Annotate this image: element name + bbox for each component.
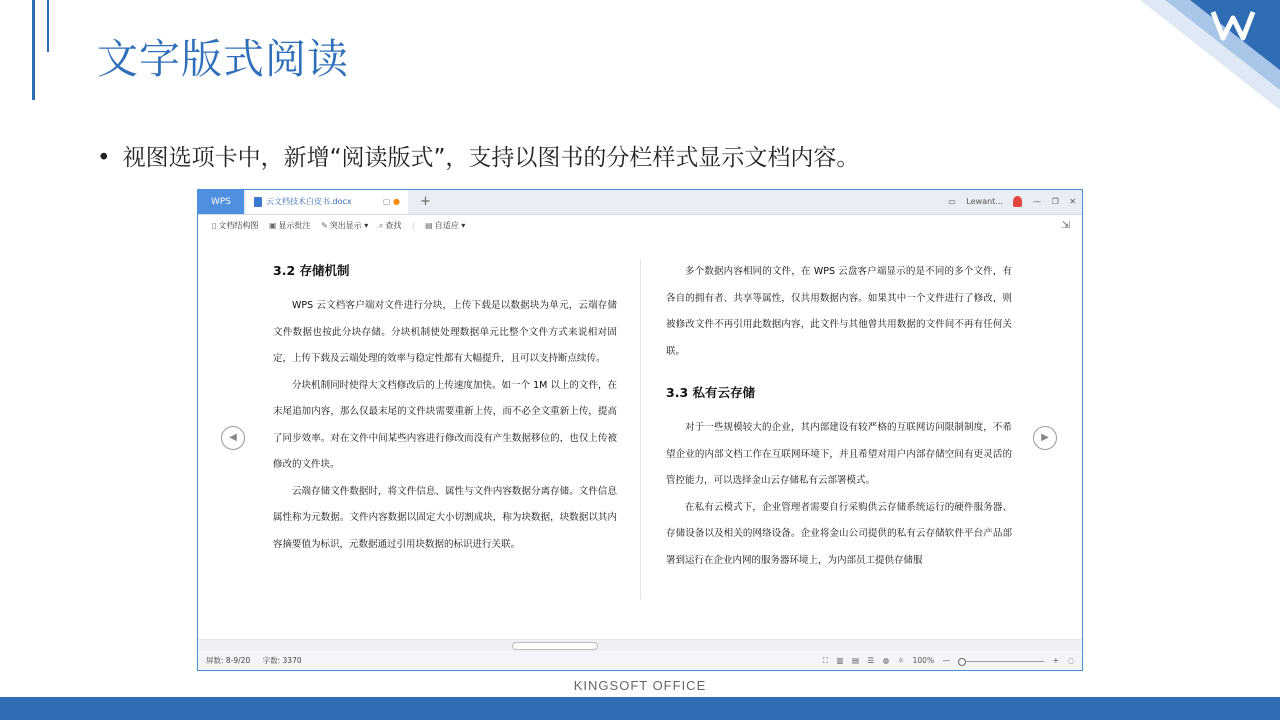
section-heading: 3.3 私有云存储 [666,385,755,400]
fit-window-icon[interactable]: ◌ [1067,656,1074,665]
bullet-dot: • [97,145,111,171]
status-bar [198,651,1082,670]
bullet-text: 视图选项卡中，新增“阅读版式”，支持以图书的分栏样式显示文档内容。 [122,145,860,171]
comments-button[interactable] [269,221,311,230]
paragraph: 多个数据内容相同的文件，在 WPS 云盘客户端显示的是不同的多个文件，有各自的拥有者、共享等属性，仅共用数据内容。如果其中一个文件进行了修改，则被修改文件不再引用此数据内容，此文件与其他曾共用数据的文件间不再有任何关联。 [666,266,1012,357]
zoom-in-button[interactable]: + [1052,656,1060,665]
comments-label: 显示批注 [278,221,311,230]
document-icon [254,197,262,207]
column-divider [640,259,641,599]
web-view-icon[interactable]: ◍ [882,656,890,665]
zoom-slider[interactable] [958,661,1044,662]
zoom-out-button[interactable]: — [942,656,950,665]
close-icon[interactable]: ✕ [1069,197,1076,206]
reading-toolbar [198,215,1082,238]
highlight-button[interactable]: ✎ 突出显示 ▾ [321,221,369,230]
paragraph: 分块机制同时使得大文档修改后的上传速度加快。如一个 1M 以上的文件，在末尾追加内容，那么仅最末尾的文件块需要重新上传，而不必全文重新上传，提高了同步效率。对在文件中间某些内容进行修改而没有产生数据移位的，也仅上传被修改的文件块。 [273,379,617,470]
window-controls [940,190,1076,214]
fit-button[interactable]: ▤ 自适应 ▾ [425,221,466,230]
highlight-icon: ✎ [321,221,328,230]
eye-protection-icon[interactable]: ☼ [897,656,905,665]
new-tab-button[interactable]: + [420,194,431,209]
paragraph: WPS 云文档客户端对文件进行分块，上传下载是以数据块为单元，云端存储文件数据也按此分块存储。分块机制使处理数据单元比整个文件方式来说相对固定，上传下载及云端处理的效率与稳定性都有大幅提升，且可以支持断点续传。 [273,300,617,364]
prev-page-button[interactable] [221,426,245,450]
tab-wps-home[interactable] [198,190,244,214]
comment-icon[interactable]: ▢ [382,197,391,206]
comments-icon: ▣ [268,221,277,230]
wps-window [197,189,1083,671]
section-heading: 3.2 存储机制 [273,263,350,278]
left-column [273,237,617,558]
sidebar-toggle-icon[interactable]: ▭ [948,197,956,206]
toolbar-divider: | [411,221,415,230]
accent-line [32,0,35,100]
exit-reading-icon[interactable]: ⇲ [1061,220,1070,231]
reading-pane [198,237,1082,639]
search-icon: ⌕ [378,221,384,230]
find-label: 查找 [385,221,402,230]
accent-line-short [47,0,49,52]
wps-tab-label: WPS [210,197,232,207]
right-column [666,237,1012,574]
outline-label: 文档结构图 [218,221,259,230]
word-count: 字数: 3370 [262,656,302,665]
page-icon: ▤ [425,221,433,230]
footer-bar [0,697,1280,720]
reading-view-icon[interactable]: ▥ [836,656,844,665]
document-tab-label: 云文档技术白皮书.docx [266,197,352,206]
fullscreen-icon[interactable]: ⛶ [822,656,829,665]
scrollbar-thumb[interactable] [512,642,598,650]
next-page-button[interactable] [1033,426,1057,450]
horizontal-scrollbar[interactable] [198,639,1082,651]
find-button[interactable] [379,221,401,230]
chevron-right-icon: ▶ [1041,432,1049,443]
bullet-point [97,139,859,172]
tab-document[interactable] [246,190,408,214]
avatar[interactable] [1013,196,1022,207]
highlight-label: 突出显示 [329,221,362,230]
outline-button[interactable] [212,221,258,230]
minimize-icon[interactable]: — [1033,197,1042,206]
footer-brand: KINGSOFT OFFICE [573,678,707,693]
paragraph: 对于一些规模较大的企业，其内部建设有较严格的互联网访问限制制度，不希望企业的内部文档工作在互联网环境下，并且希望对用户内部存储空间有更灵活的管控能力，可以选择金山云存储私有云部署模式。 [666,422,1012,486]
page-view-icon[interactable]: ▤ [851,656,860,665]
user-name[interactable]: Lewant... [966,197,1003,206]
unsaved-dot-icon: ● [393,197,400,206]
restore-icon[interactable]: ❐ [1051,197,1059,206]
chevron-left-icon: ◀ [229,432,237,443]
outline-view-icon[interactable]: ☰ [867,656,875,665]
outline-icon: ▯ [212,221,217,230]
fit-label: 自适应 [434,221,459,230]
paragraph: 在私有云模式下，企业管理者需要自行采购供云存储系统运行的硬件服务器、存储设备以及相关的网络设备。企业将金山公司提供的私有云存储软件平台产品部署到运行在企业内网的服务器环境上，为内部员工提供存储服 [666,501,1012,566]
zoom-level[interactable]: 100% [912,656,935,665]
wps-logo-icon [1120,0,1280,110]
tab-bar [198,190,1082,215]
slide-title: 文字版式阅读 [97,35,349,83]
page-count: 屏数: 8-9/20 [206,656,251,665]
paragraph: 云端存储文件数据时，将文件信息、属性与文件内容数据分离存储。文件信息属性称为元数据。文件内容数据以固定大小切割成块，称为块数据，块数据以其内容摘要值为标识，元数据通过引用块数据的标识进行关联。 [273,485,617,550]
